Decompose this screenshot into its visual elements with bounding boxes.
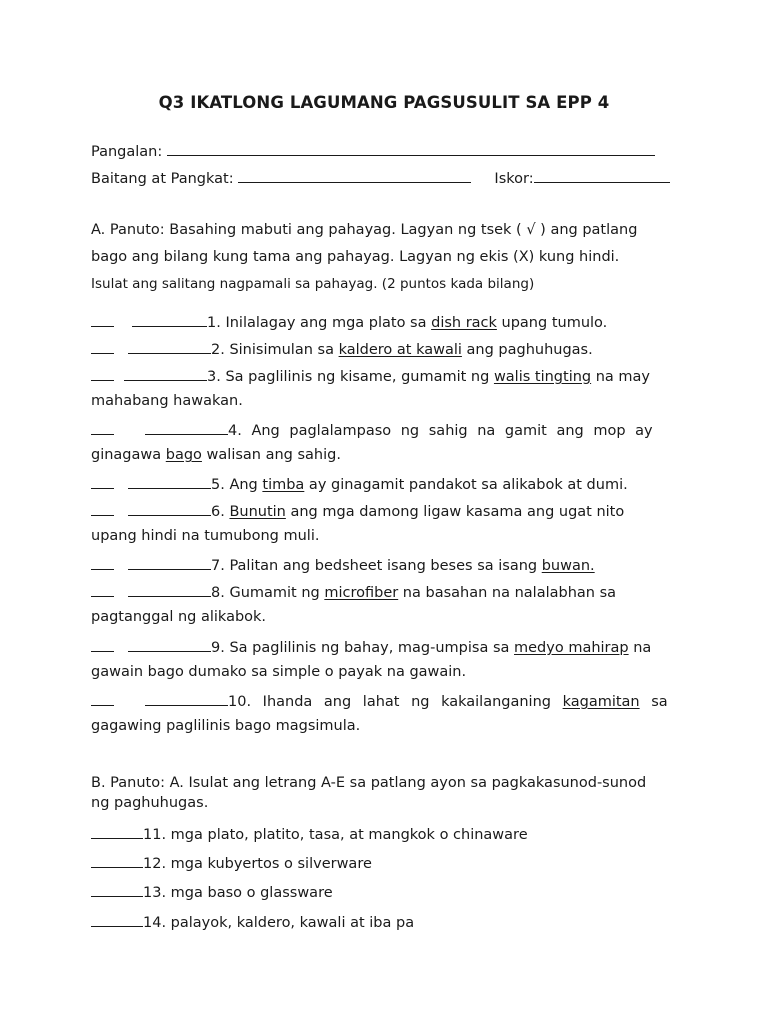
part-b-instruction-line-1: B. Panuto: A. Isulat ang letrang A-E sa patlang ayon sa pagkakasunod-sunod (91, 775, 647, 791)
part-b-instruction-line-2: ng paghuhugas. (91, 795, 209, 811)
answer-blank[interactable] (145, 420, 228, 435)
order-item-12: 12. mga kubyertos o silverware (91, 853, 372, 872)
order-item-13: 13. mga baso o glassware (91, 882, 333, 901)
question-item-4-continuation: ginagawa bago walisan ang sahig. (91, 447, 341, 463)
check-blank[interactable] (91, 474, 114, 489)
underlined-term: timba (262, 477, 305, 493)
letter-blank[interactable] (91, 912, 143, 927)
part-a-instruction-line-1: A. Panuto: Basahing mabuti ang pahayag. Lagyan ng tsek ( √ ) ang patlang (91, 222, 638, 238)
underlined-term: microfiber (324, 585, 399, 601)
order-item-14: 14. palayok, kaldero, kawali at iba pa (91, 912, 414, 931)
check-blank[interactable] (91, 555, 114, 570)
question-item-9-continuation: gawain bago dumako sa simple o payak na gawain. (91, 664, 467, 680)
underlined-term: bago (165, 447, 202, 463)
name-label: Pangalan: (91, 144, 163, 160)
check-blank[interactable] (91, 691, 114, 706)
question-item-8-continuation: pagtanggal ng alikabok. (91, 609, 267, 625)
question-item-10-continuation: gagawing paglilinis bago magsimula. (91, 718, 361, 734)
letter-blank[interactable] (91, 824, 143, 839)
question-item-9: 9. Sa paglilinis ng bahay, mag-umpisa sa medyo mahirap na (91, 637, 651, 656)
underlined-term: Bunutin (229, 504, 286, 520)
answer-blank[interactable] (128, 582, 211, 597)
underlined-term: kagamitan (562, 694, 640, 710)
check-blank[interactable] (91, 312, 114, 327)
letter-blank[interactable] (91, 853, 143, 868)
part-a-instruction-line-3: Isulat ang salitang nagpamali sa pahayag. (2 puntos kada bilang) (91, 276, 535, 292)
underlined-term: walis tingting (493, 369, 592, 385)
question-item-2: 2. Sinisimulan sa kaldero at kawali ang paghuhugas. (91, 339, 593, 358)
question-item-5: 5. Ang timba ay ginagamit pandakot sa alikabok at dumi. (91, 474, 628, 493)
question-item-3-continuation: mahabang hawakan. (91, 393, 243, 409)
answer-blank[interactable] (145, 691, 228, 706)
order-item-11: 11. mga plato, platito, tasa, at mangkok o chinaware (91, 824, 528, 843)
underlined-term: medyo mahirap (514, 640, 629, 656)
check-blank[interactable] (91, 339, 114, 354)
question-item-4: 4. Ang paglalampaso ng sahig na gamit ang mop ay (91, 420, 653, 439)
answer-blank[interactable] (128, 501, 211, 516)
answer-blank[interactable] (128, 474, 211, 489)
check-blank[interactable] (91, 420, 114, 435)
answer-blank[interactable] (128, 637, 211, 652)
check-blank[interactable] (91, 582, 114, 597)
letter-blank[interactable] (91, 882, 143, 897)
question-item-3: 3. Sa paglilinis ng kisame, gumamit ng walis tingting na may (91, 366, 650, 385)
grade-field[interactable] (238, 168, 471, 183)
score-label: Iskor: (494, 171, 534, 187)
question-item-6: 6. Bunutin ang mga damong ligaw kasama ang ugat nito (91, 501, 624, 520)
question-item-10: 10. Ihanda ang lahat ng kakailanganing kagamitan sa (91, 691, 668, 710)
part-a-instruction-line-2: bago ang bilang kung tama ang pahayag. Lagyan ng ekis (X) kung hindi. (91, 249, 620, 265)
question-item-8: 8. Gumamit ng microfiber na basahan na nalalabhan sa (91, 582, 616, 601)
question-item-7: 7. Palitan ang bedsheet isang beses sa isang buwan. (91, 555, 595, 574)
underlined-term: buwan. (541, 558, 595, 574)
check-blank[interactable] (91, 501, 114, 516)
name-row (91, 141, 655, 160)
score-field[interactable] (534, 168, 670, 183)
grade-score-row (91, 168, 670, 187)
question-item-6-continuation: upang hindi na tumubong muli. (91, 528, 320, 544)
check-blank[interactable] (91, 637, 114, 652)
question-item-1: 1. Inilalagay ang mga plato sa dish rack upang tumulo. (91, 312, 607, 331)
grade-label: Baitang at Pangkat: (91, 171, 234, 187)
page-title: Q3 IKATLONG LAGUMANG PAGSUSULIT SA EPP 4 (158, 93, 610, 112)
name-field[interactable] (167, 141, 655, 156)
underlined-term: dish rack (431, 315, 497, 331)
answer-blank[interactable] (128, 339, 211, 354)
answer-blank[interactable] (124, 366, 207, 381)
underlined-term: kaldero at kawali (338, 342, 462, 358)
answer-blank[interactable] (128, 555, 211, 570)
answer-blank[interactable] (132, 312, 207, 327)
check-blank[interactable] (91, 366, 114, 381)
